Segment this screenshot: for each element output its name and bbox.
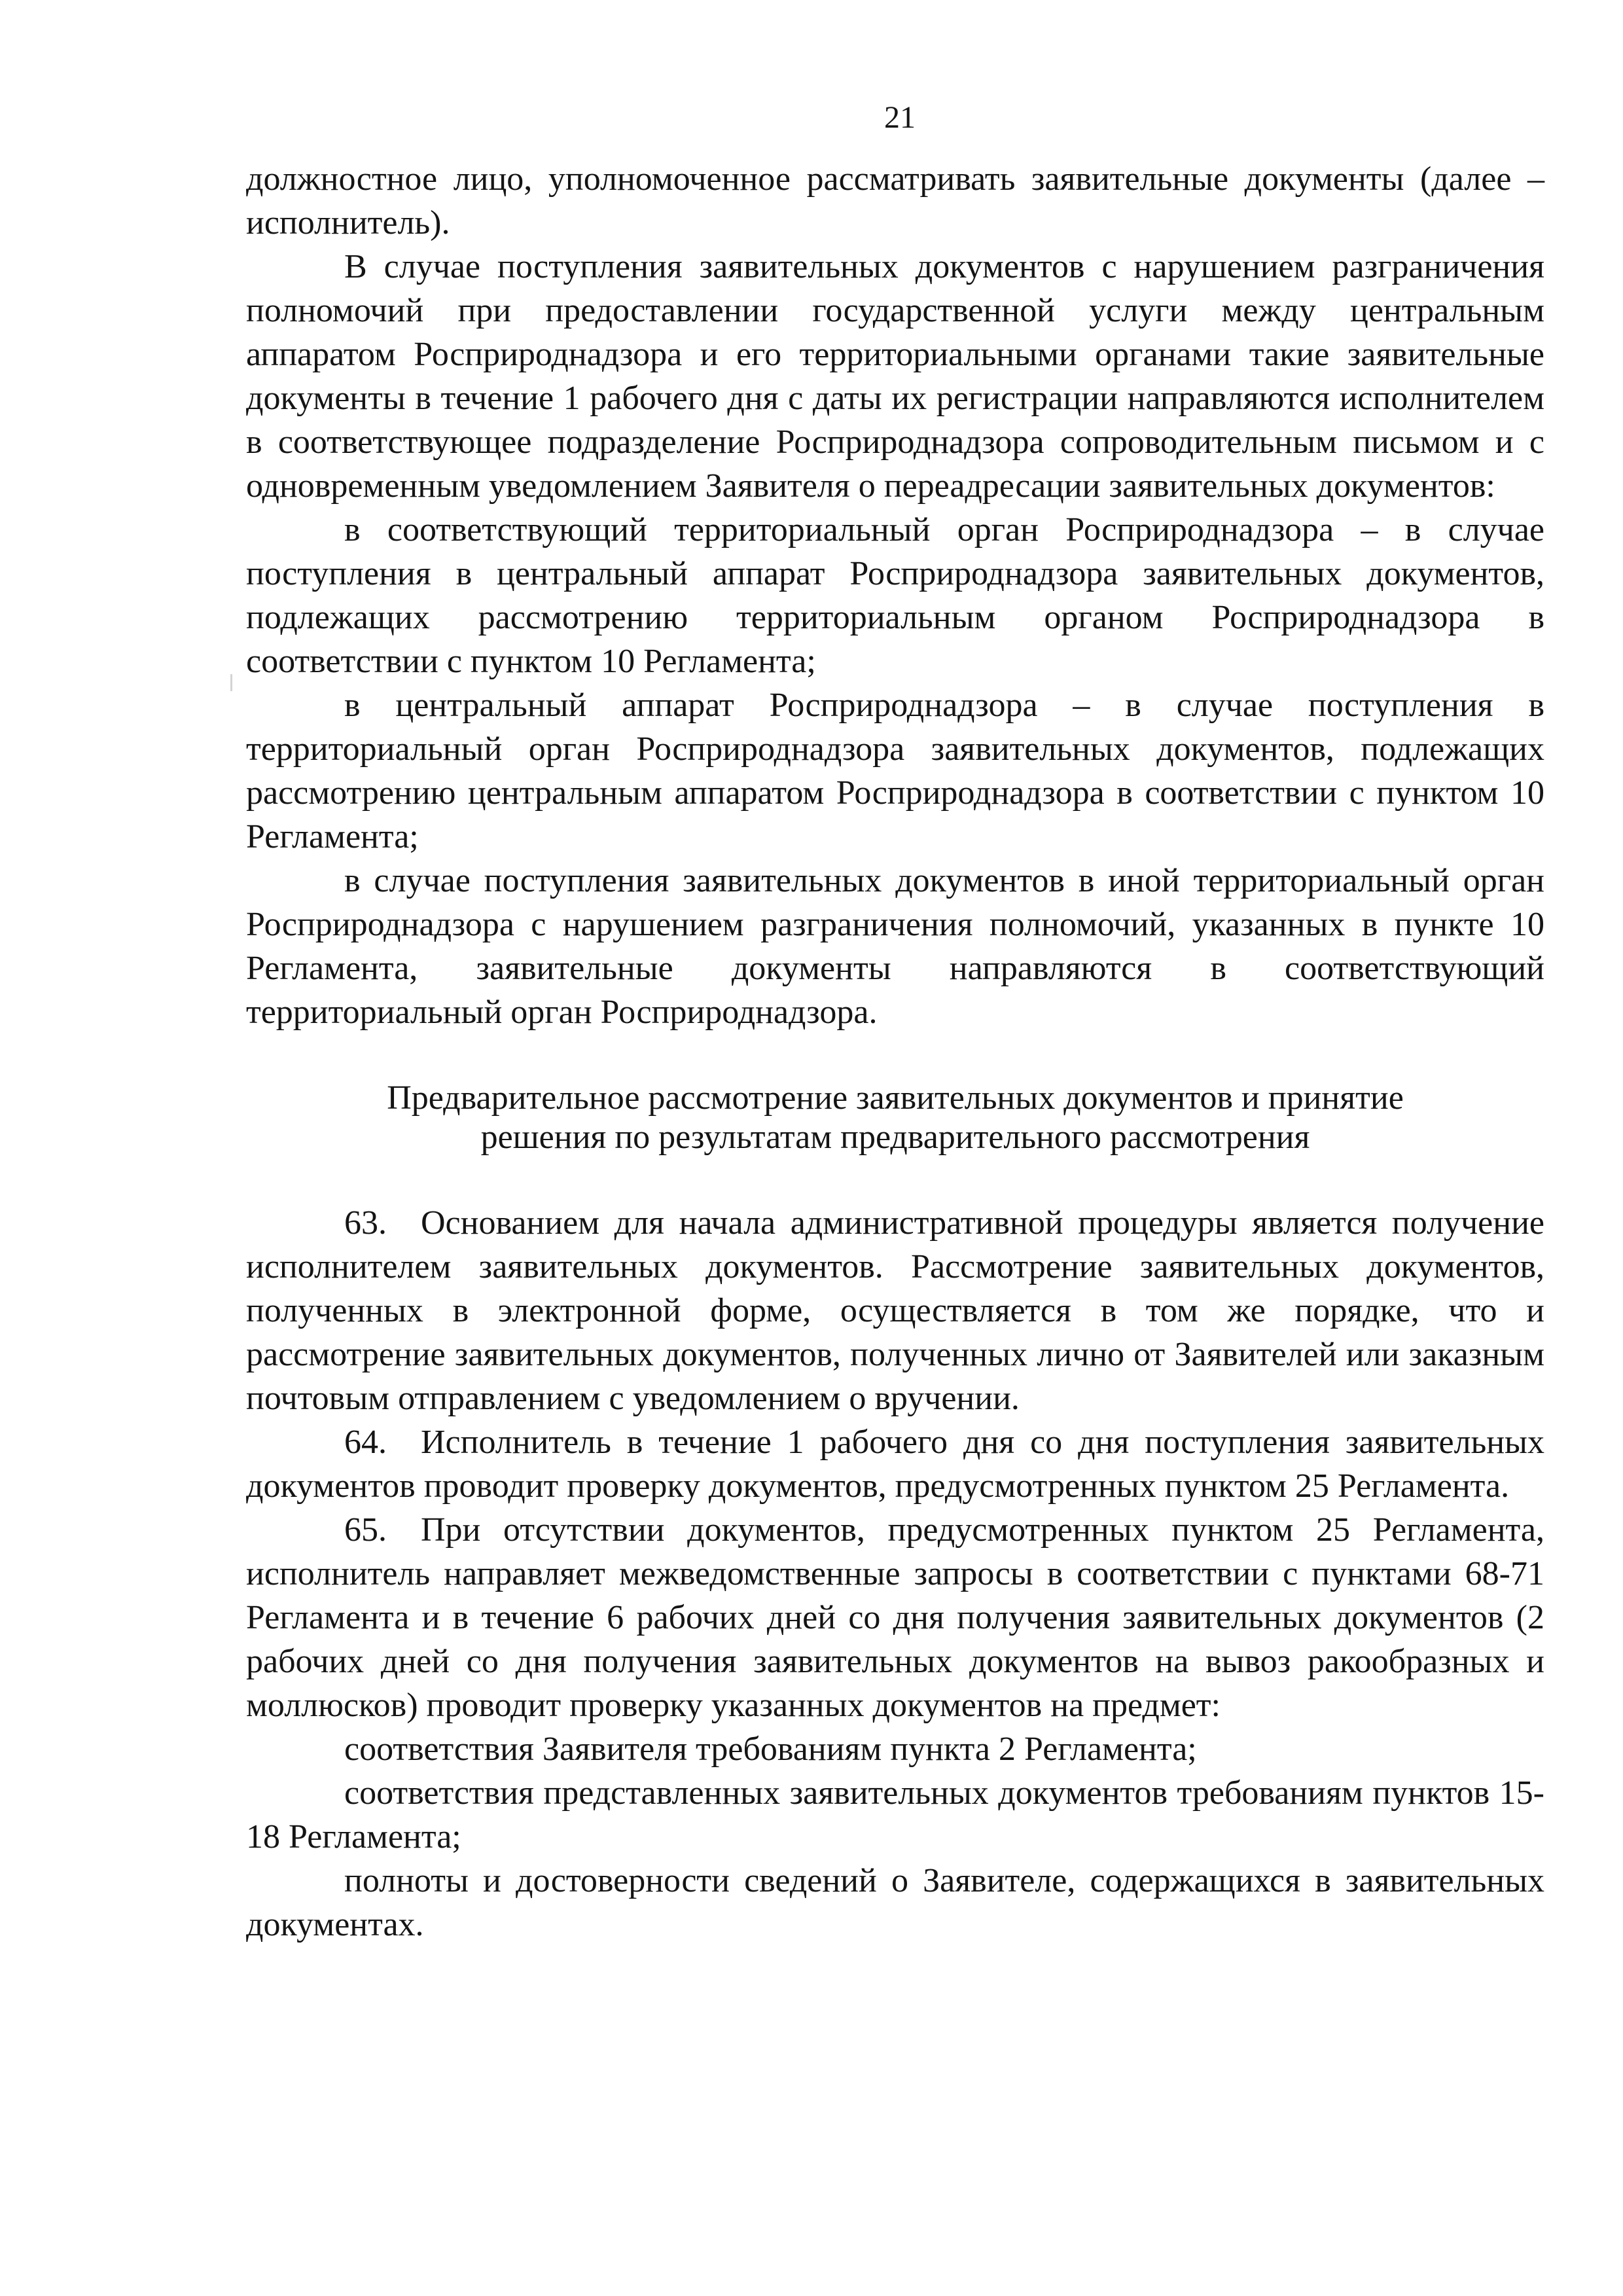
paragraph-redirect-other: в случае поступления заявительных документов в иной территориальный орган Росприроднадзора с нарушением разграничения полномочий, указанных в пункте 10 Регламента, заявительные документы направляются в соответствующий территориальный орган Росприроднадзора. <box>246 862 1544 1031</box>
paragraph-continuation: должностное лицо, уполномоченное рассматривать заявительные документы (далее – исполнитель). <box>246 160 1544 242</box>
paragraph-redirect-territorial: в соответствующий территориальный орган Росприроднадзора – в случае поступления в центральный аппарат Росприроднадзора заявительных документов, подлежащих рассмотрению территориальным органом Росприроднадзора в соответствии с пунктом 10 Регламента; <box>246 511 1544 680</box>
clause-65-check-documents: соответствия представленных заявительных документов требованиям пунктов 15-18 Регламента; <box>246 1774 1544 1856</box>
scan-mark <box>230 674 232 691</box>
page-number: 21 <box>884 100 916 135</box>
section-heading <box>246 1079 1544 1157</box>
clause-65: 65. При отсутствии документов, предусмотренных пунктом 25 Регламента, исполнитель направляет межведомственные запросы в соответствии с пунктами 68-71 Регламента и в течение 6 рабочих дней со дня получения заявительных документов (2 рабочих дней со дня получения заявительных документов на вывоз ракообразных и моллюсков) проводит проверку указанных документов на предмет: <box>246 1511 1544 1724</box>
body-text <box>246 157 1544 1946</box>
clause-64: 64. Исполнитель в течение 1 рабочего дня со дня поступления заявительных документов проводит проверку документов, предусмотренных пунктом 25 Регламента. <box>246 1424 1544 1505</box>
section-heading-line-1: Предварительное рассмотрение заявительных документов и принятие <box>387 1079 1404 1117</box>
clause-63: 63. Основанием для начала административной процедуры является получение исполнителем заявительных документов. Рассмотрение заявительных документов, полученных в электронной форме, осуществляется в том же порядке, что и рассмотрение заявительных документов, полученных лично от Заявителей или заказным почтовым отправлением с уведомлением о вручении. <box>246 1204 1544 1417</box>
paragraph-redirect-intro: В случае поступления заявительных документов с нарушением разграничения полномочий при предоставлении государственной услуги между центральным аппаратом Росприроднадзора и его территориальными органами такие заявительные документы в течение 1 рабочего дня с даты их регистрации направляются исполнителем в соответствующее подразделение Росприроднадзора сопроводительным письмом и с одновременным уведомлением Заявителя о переадресации заявительных документов: <box>246 248 1544 505</box>
section-heading-line-2: решения по результатам предварительного рассмотрения <box>480 1119 1310 1156</box>
paragraph-redirect-central: в центральный аппарат Росприроднадзора – в случае поступления в территориальный орган Росприроднадзора заявительных документов, подлежащих рассмотрению центральным аппаратом Росприроднадзора в соответствии с пунктом 10 Регламента; <box>246 687 1544 855</box>
clause-65-check-applicant: соответствия Заявителя требованиям пункта 2 Регламента; <box>344 1731 1197 1768</box>
clause-65-check-completeness: полноты и достоверности сведений о Заявителе, содержащихся в заявительных документах. <box>246 1862 1544 1943</box>
